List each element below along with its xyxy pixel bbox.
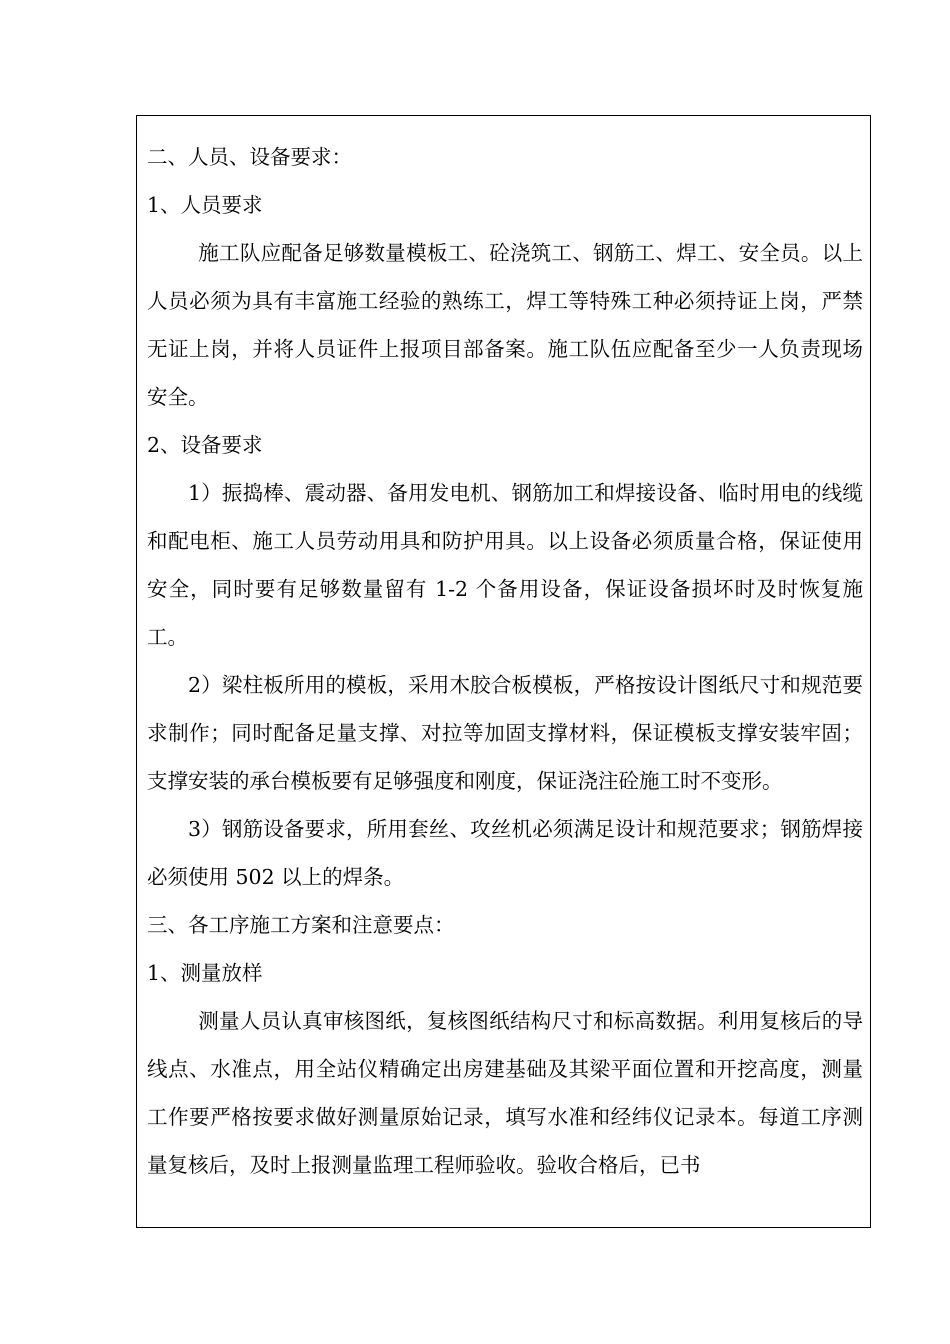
subheading-equipment: 2、设备要求: [147, 433, 263, 457]
paragraph-personnel: 施工队应配备足够数量模板工、砼浇筑工、钢筋工、焊工、安全员。以上人员必须为具有丰富施工经验的熟练工，焊工等特殊工种必须持证上岗，严禁无证上岗，并将人员证件上报项目部备案。施工队伍应配备至少一人负责现场安全。: [147, 241, 863, 409]
subheading-survey: 1、测量放样: [147, 961, 263, 985]
paragraph-equipment-item-1: 1）振捣棒、震动器、备用发电机、钢筋加工和焊接设备、临时用电的线缆和配电柜、施工人员劳动用具和防护用具。以上设备必须质量合格，保证使用安全，同时要有足够数量留有 1-2 个备用设备，保证设备损坏时及时恢复施工。: [147, 481, 863, 649]
paragraph-equipment-item-3: 3）钢筋设备要求，所用套丝、攻丝机必须满足设计和规范要求；钢筋焊接必须使用 502 以上的焊条。: [147, 817, 863, 889]
paragraph-equipment-item-2: 2）梁柱板所用的模板，采用木胶合板模板，严格按设计图纸尺寸和规范要求制作；同时配备足量支撑、对拉等加固支撑材料，保证模板支撑安装牢固；支撑安装的承台模板要有足够强度和刚度，保证浇注砼施工时不变形。: [147, 673, 863, 793]
document-frame: [136, 115, 871, 1228]
section-heading-personnel-equipment: 二、人员、设备要求：: [147, 145, 352, 169]
document-content: [147, 133, 863, 1189]
subheading-personnel: 1、人员要求: [147, 193, 263, 217]
section-heading-procedures: 三、各工序施工方案和注意要点：: [147, 913, 455, 937]
paragraph-survey: 测量人员认真审核图纸，复核图纸结构尺寸和标高数据。利用复核后的导线点、水准点，用全站仪精确定出房建基础及其梁平面位置和开挖高度，测量工作要严格按要求做好测量原始记录，填写水准和经纬仪记录本。每道工序测量复核后，及时上报测量监理工程师验收。验收合格后，已书: [147, 1009, 863, 1177]
